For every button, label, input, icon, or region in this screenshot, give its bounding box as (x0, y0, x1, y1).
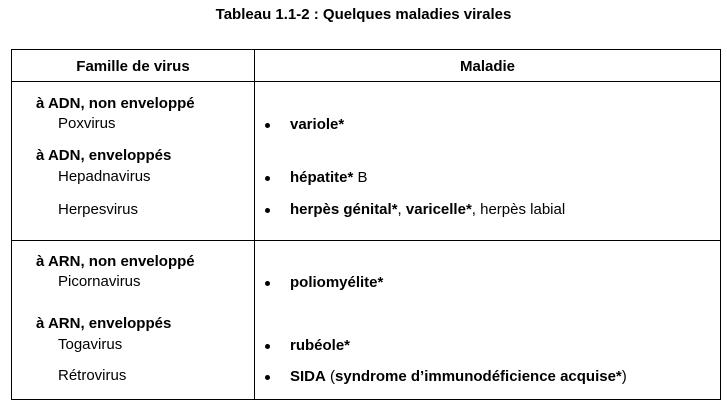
bullet-icon (265, 344, 270, 349)
subfamily-herpesvirus: Herpesvirus (58, 201, 139, 218)
bullet-icon (265, 176, 270, 181)
family-rna-enveloped: à ARN, enveloppés (36, 315, 172, 332)
header-divider (12, 81, 720, 82)
bullet-icon (265, 375, 270, 380)
column-divider (254, 50, 255, 399)
disease-rubeole: rubéole* (290, 337, 351, 354)
bullet-icon (265, 208, 270, 213)
subfamily-hepadnavirus: Hepadnavirus (58, 168, 151, 185)
disease-hepatite: hépatite* B (290, 169, 368, 186)
bullet-icon (265, 281, 270, 286)
group-divider (12, 240, 720, 241)
disease-variole: variole* (290, 116, 345, 133)
disease-herpes: herpès génital*, varicelle*, herpès labial (290, 201, 566, 218)
subfamily-togavirus: Togavirus (58, 336, 123, 353)
subfamily-picornavirus: Picornavirus (58, 273, 141, 290)
family-dna-nonenveloped: à ADN, non enveloppé (36, 95, 195, 112)
virus-disease-table (11, 49, 721, 400)
disease-polio: poliomyélite* (290, 274, 384, 291)
disease-sida: SIDA (syndrome d’immunodéficience acquise*) (290, 368, 627, 385)
subfamily-retrovirus: Rétrovirus (58, 367, 127, 384)
header-disease: Maladie (459, 58, 516, 75)
family-dna-enveloped: à ADN, enveloppés (36, 147, 172, 164)
bullet-icon (265, 123, 270, 128)
table-title: Tableau 1.1-2 : Quelques maladies virales (215, 6, 512, 23)
family-rna-nonenveloped: à ARN, non enveloppé (36, 253, 195, 270)
subfamily-poxvirus: Poxvirus (58, 115, 116, 132)
header-family: Famille de virus (76, 58, 190, 75)
